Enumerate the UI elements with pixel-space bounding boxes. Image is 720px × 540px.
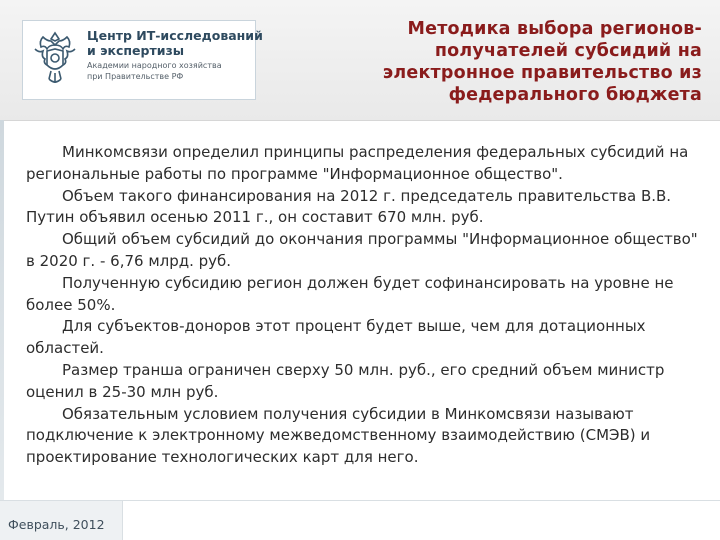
body-paragraph: Обязательным условием получения субсидии в Минкомсвязи называют подключение к электронному межведомственному взаимодействию (СМЭВ) и проектирование технологических карт для него. [26,404,651,467]
slide-title: Методика выбора регионов-получателей субсидий на электронное правительство из федерального бюджета [382,19,702,105]
body-paragraph: Общий объем субсидий до окончания программы "Информационное общество" в 2020 г. - 6,76 млрд. руб. [26,230,698,270]
body-paragraph: Размер транша ограничен сверху 50 млн. руб., его средний объем министр оценил в 25-30 млн руб. [26,360,665,401]
logo-title-line2: и экспертизы [87,43,185,58]
footer-date: Февраль, 2012 [8,517,105,532]
double-headed-eagle-emblem-icon [29,27,81,91]
body-paragraph: Объем такого финансирования на 2012 г. председатель правительства В.В. Путин объявил осенью 2011 г., он составит 670 млн. руб. [26,186,672,227]
left-accent-bar [0,120,4,540]
logo-subtitle-line2: при Правительстве РФ [87,72,184,81]
body-paragraph: Для субъектов-доноров этот процент будет выше, чем для дотационных областей. [26,317,646,358]
slide-body [26,142,706,469]
logo-subtitle-line1: Академии народного хозяйства [87,61,222,70]
body-paragraph: Минкомсвязи определил принципы распределения федеральных субсидий на региональные работы по программе "Информационное общество". [26,143,689,183]
logo-title-line1: Центр ИТ-исследований [87,28,263,43]
header-band [0,0,720,121]
organization-logo [22,20,263,100]
body-paragraph: Полученную субсидию регион должен будет софинансировать на уровне не более 50%. [26,273,674,314]
